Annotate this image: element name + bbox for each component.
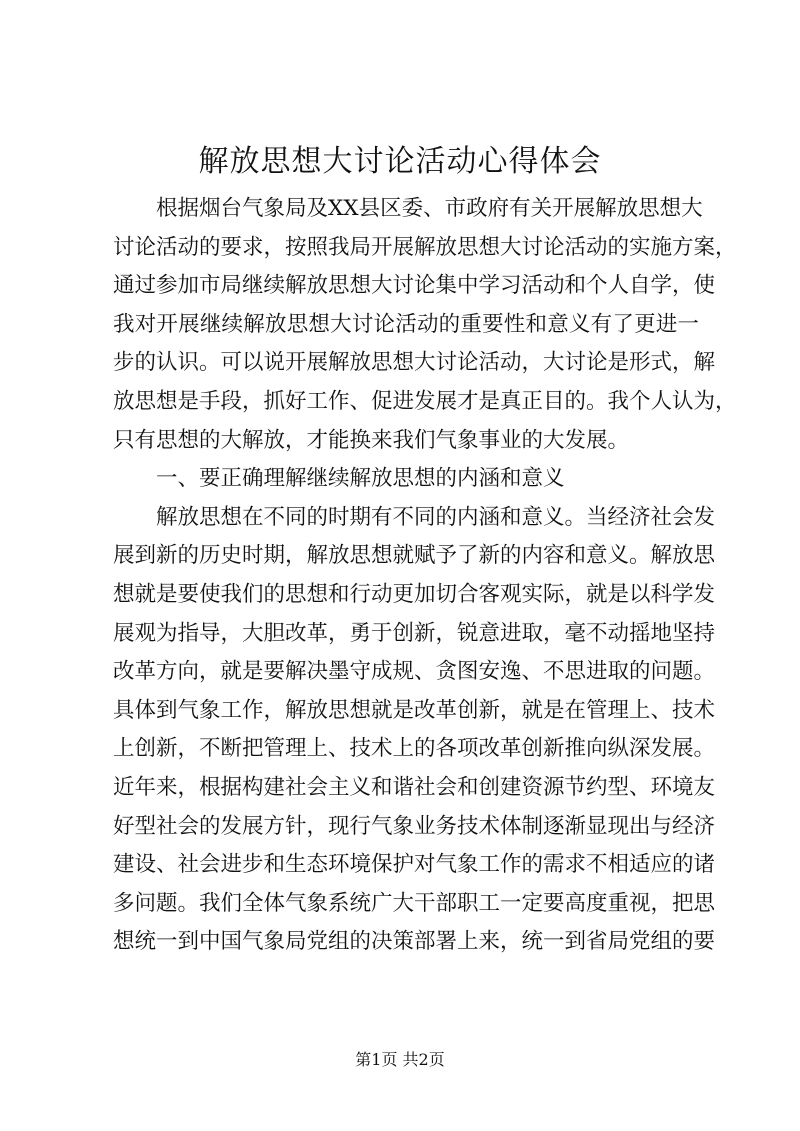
paragraph-line-19: 多问题。我们全体气象系统广大干部职工一定要高度重视，把思 [113,890,716,916]
paragraph-line-7: 只有思想的大解放，才能换来我们气象事业的大发展。 [113,427,630,453]
paragraph-line-18: 建设、社会进步和生态环境保护对气象工作的需求不相适应的诸 [113,852,716,878]
document-title: 解放思想大讨论活动心得体会 [198,144,602,179]
paragraph-line-10: 展到新的历史时期，解放思想就赋予了新的内容和意义。解放思 [113,543,716,569]
paragraph-line-6: 放思想是手段，抓好工作、促进发展才是真正目的。我个人认为， [113,388,737,414]
page-number-footer: 第1页 共2页 [355,1050,445,1069]
paragraph-line-16: 近年来，根据构建社会主义和谐社会和创建资源节约型、环境友 [113,774,716,800]
paragraph-line-13: 改革方向，就是要解决墨守成规、贪图安逸、不思进取的问题。 [113,659,716,685]
paragraph-line-12: 展观为指导，大胆改革，勇于创新，锐意进取，毫不动摇地坚持 [113,620,716,646]
paragraph-line-2: 讨论活动的要求，按照我局开展解放思想大讨论活动的实施方案， [113,234,737,260]
paragraph-line-20: 想统一到中国气象局党组的决策部署上来，统一到省局党组的要 [113,929,716,955]
paragraph-line-5: 步的认识。可以说开展解放思想大讨论活动，大讨论是形式，解 [113,350,716,376]
paragraph-line-11: 想就是要使我们的思想和行动更加切合客观实际，就是以科学发 [113,581,716,607]
paragraph-line-9: 解放思想在不同的时期有不同的内涵和意义。当经济社会发 [156,504,716,530]
paragraph-line-4: 我对开展继续解放思想大讨论活动的重要性和意义有了更进一 [113,311,699,337]
document-body [113,190,737,962]
paragraph-line-3: 通过参加市局继续解放思想大讨论集中学习活动和个人自学，使 [113,273,716,299]
paragraph-line-14: 具体到气象工作，解放思想就是改革创新，就是在管理上、技术 [113,697,716,723]
section-heading: 一、要正确理解继续解放思想的内涵和意义 [156,466,565,492]
paragraph-line-1: 根据烟台气象局及XX县区委、市政府有关开展解放思想大 [156,196,703,221]
paragraph-line-15: 上创新，不断把管理上、技术上的各项改革创新推向纵深发展。 [113,736,716,762]
paragraph-line-17: 好型社会的发展方针，现行气象业务技术体制逐渐显现出与经济 [113,813,716,839]
